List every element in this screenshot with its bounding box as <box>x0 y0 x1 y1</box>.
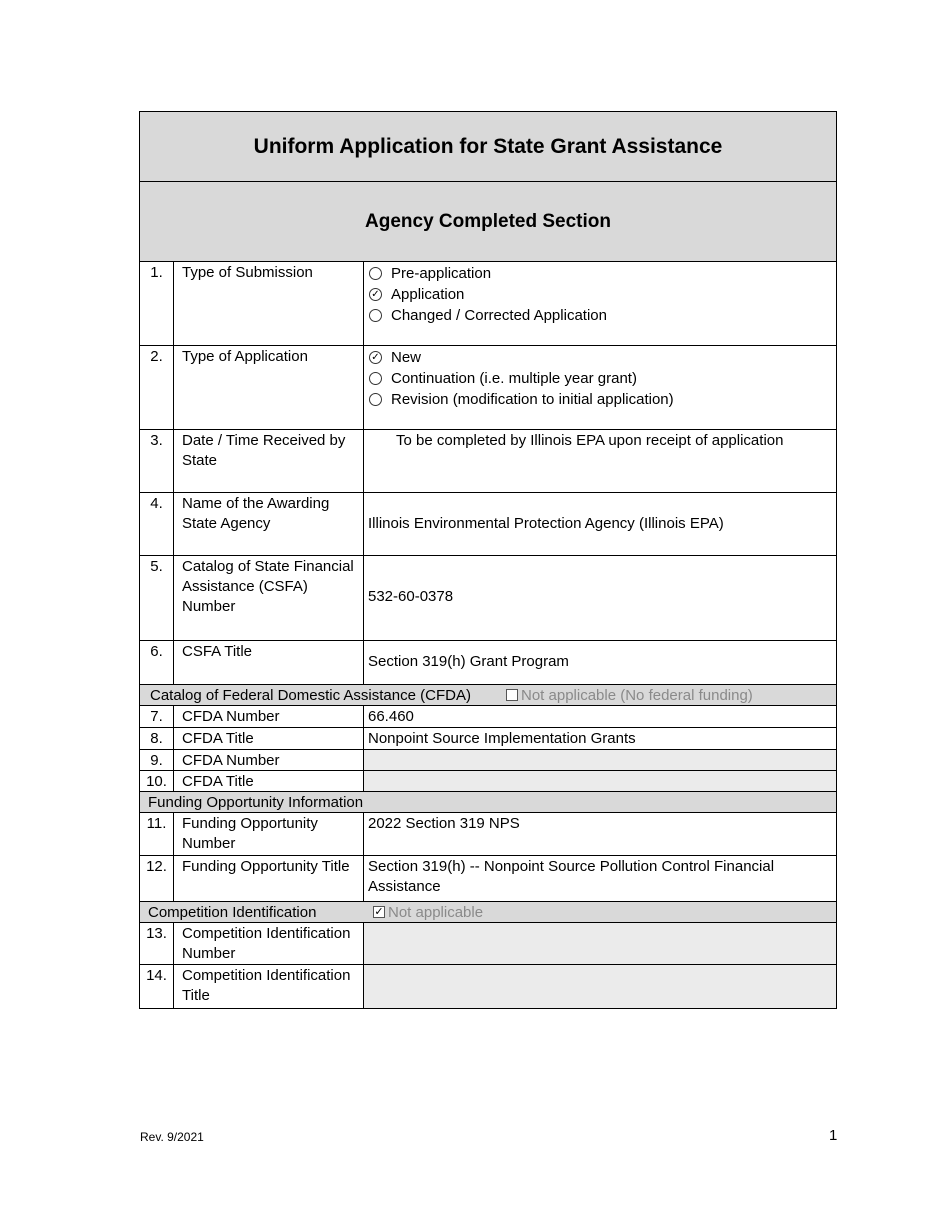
row-label: Funding Opportunity Number <box>174 813 364 855</box>
row-cfda-title-1 <box>140 728 836 750</box>
row-number: 10. <box>140 771 174 791</box>
row-label: CFDA Title <box>174 728 364 749</box>
row-value: Section 319(h) Grant Program <box>368 653 569 670</box>
row-number: 6. <box>140 641 174 684</box>
row-date-received <box>140 430 836 493</box>
row-number: 14. <box>140 965 174 1008</box>
section-label: Funding Opportunity Information <box>148 793 364 811</box>
option-label: Changed / Corrected Application <box>391 306 607 324</box>
page-number: 1 <box>829 1127 838 1144</box>
checkbox-checked-icon[interactable]: ✓ <box>374 906 384 918</box>
option-label: Application <box>391 285 465 303</box>
row-number: 11. <box>140 813 174 855</box>
row-cfda-number-1 <box>140 706 836 728</box>
na-label: Not applicable <box>388 903 484 921</box>
row-number: 12. <box>140 856 174 901</box>
row-label: Competition Identification Number <box>174 923 364 964</box>
row-value[interactable] <box>364 965 836 1008</box>
row-number: 13. <box>140 923 174 964</box>
row-number: 7. <box>140 706 174 727</box>
option-continuation[interactable] <box>368 368 832 389</box>
option-label: Pre-application <box>391 264 492 282</box>
section-title: Agency Completed Section <box>140 182 836 262</box>
form-title: Uniform Application for State Grant Assistance <box>140 112 836 182</box>
row-number: 2. <box>140 346 174 429</box>
row-type-of-application <box>140 346 836 430</box>
row-number: 4. <box>140 493 174 555</box>
row-type-of-submission <box>140 262 836 346</box>
cfda-not-applicable[interactable] <box>506 687 753 704</box>
section-label: Competition Identification <box>148 903 317 921</box>
option-label: Continuation (i.e. multiple year grant) <box>391 369 637 387</box>
radio-unchecked-icon[interactable] <box>369 267 382 280</box>
row-label: Name of the Awarding State Agency <box>174 493 364 555</box>
row-value[interactable]: Nonpoint Source Implementation Grants <box>368 730 636 747</box>
row-label: Catalog of State Financial Assistance (CSFA) Number <box>174 556 364 640</box>
row-value[interactable] <box>364 750 836 770</box>
row-label: CFDA Number <box>174 706 364 727</box>
row-value[interactable]: 66.460 <box>368 708 414 725</box>
option-application[interactable] <box>368 284 832 305</box>
option-changed-corrected[interactable] <box>368 305 832 326</box>
option-label: Revision (modification to initial application) <box>391 390 674 408</box>
row-value[interactable] <box>364 771 836 791</box>
row-funding-opportunity-number <box>140 813 836 856</box>
row-number: 9. <box>140 750 174 770</box>
row-value[interactable]: 2022 Section 319 NPS <box>368 815 520 832</box>
radio-unchecked-icon[interactable] <box>369 393 382 406</box>
row-value[interactable]: Section 319(h) -- Nonpoint Source Pollution Control Financial Assistance <box>368 858 775 895</box>
option-new[interactable] <box>368 347 832 368</box>
na-label: Not applicable (No federal funding) <box>521 686 753 704</box>
option-label: New <box>391 348 422 366</box>
section-label: Catalog of Federal Domestic Assistance (CFDA) <box>150 686 471 704</box>
radio-checked-icon[interactable]: ✓ <box>369 351 382 364</box>
row-csfa-number <box>140 556 836 641</box>
row-value: To be completed by Illinois EPA upon receipt of application <box>396 432 784 449</box>
option-pre-application[interactable] <box>368 263 832 284</box>
row-label: Type of Application <box>174 346 364 429</box>
row-number: 1. <box>140 262 174 345</box>
grant-application-form <box>139 111 837 1009</box>
application-options <box>364 346 836 429</box>
row-label: Funding Opportunity Title <box>174 856 364 901</box>
row-label: Date / Time Received by State <box>174 430 364 492</box>
row-value[interactable] <box>364 923 836 964</box>
row-cfda-title-2 <box>140 771 836 792</box>
option-revision[interactable] <box>368 389 832 410</box>
row-value: 532-60-0378 <box>368 588 454 605</box>
radio-unchecked-icon[interactable] <box>369 309 382 322</box>
row-number: 5. <box>140 556 174 640</box>
row-label: CSFA Title <box>174 641 364 684</box>
row-competition-id-title <box>140 965 836 1008</box>
row-cfda-number-2 <box>140 750 836 771</box>
submission-options <box>364 262 836 345</box>
row-competition-id-number <box>140 923 836 965</box>
checkbox-unchecked-icon[interactable] <box>506 689 518 701</box>
competition-section-header <box>140 902 836 923</box>
cfda-section-header <box>140 685 836 706</box>
radio-checked-icon[interactable]: ✓ <box>369 288 382 301</box>
row-awarding-agency <box>140 493 836 556</box>
row-label: Competition Identification Title <box>174 965 364 1008</box>
row-label: CFDA Title <box>174 771 364 791</box>
row-number: 3. <box>140 430 174 492</box>
row-label: CFDA Number <box>174 750 364 770</box>
row-number: 8. <box>140 728 174 749</box>
row-label: Type of Submission <box>174 262 364 345</box>
row-funding-opportunity-title <box>140 856 836 902</box>
radio-unchecked-icon[interactable] <box>369 372 382 385</box>
revision-date: Rev. 9/2021 <box>140 1130 204 1144</box>
competition-not-applicable[interactable] <box>373 904 483 921</box>
row-value: Illinois Environmental Protection Agency (Illinois EPA) <box>368 515 724 532</box>
funding-section-header <box>140 792 836 813</box>
row-csfa-title <box>140 641 836 685</box>
